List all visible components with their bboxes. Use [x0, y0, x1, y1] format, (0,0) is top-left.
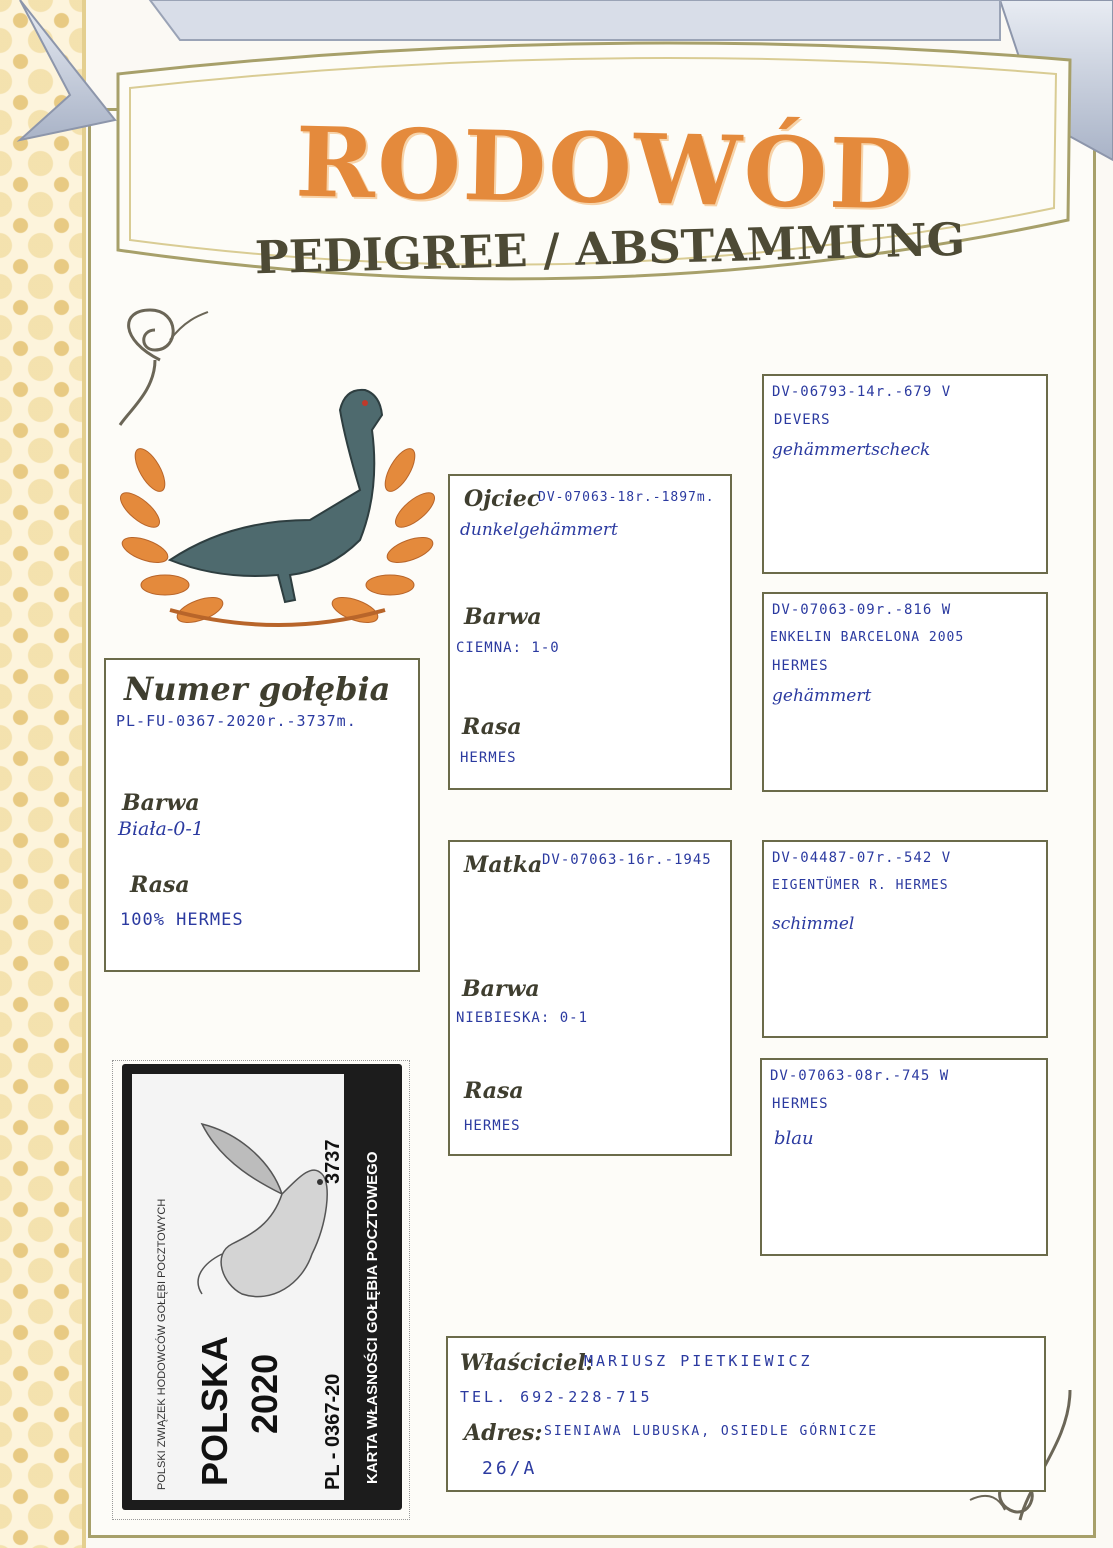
stamp-ring-number: PL - 0367-20 — [322, 1373, 344, 1490]
pigeon-breed-label: Rasa — [130, 872, 190, 898]
father-color-value: CIEMNA: 1-0 — [456, 640, 560, 656]
grandparent-3-color: schimmel — [772, 914, 855, 934]
father-description: dunkelgehämmert — [460, 520, 618, 540]
grandparent-2-color: gehämmert — [772, 686, 872, 706]
father-breed-label: Rasa — [462, 714, 522, 740]
father-color-label: Barwa — [464, 604, 542, 630]
grandparent-1-color: gehämmertscheck — [772, 440, 931, 460]
grandparent-2-name: ENKELIN BARCELONA 2005 — [770, 630, 965, 645]
grandparent-3-ring: DV-04487-07r.-542 V — [772, 850, 952, 866]
mother-label: Matka — [464, 852, 543, 878]
pigeon-number-value: PL-FU-0367-2020r.-3737m. — [116, 712, 357, 730]
grandparent-2-breed: HERMES — [772, 658, 829, 674]
owner-label: Właściciel: — [460, 1350, 594, 1376]
father-label: Ojciec — [464, 486, 541, 512]
grandparent-4-color: blau — [774, 1128, 814, 1149]
mother-box — [448, 840, 732, 1156]
father-breed-value: HERMES — [460, 750, 517, 766]
grandparent-box-3 — [762, 840, 1048, 1038]
stamp-card-title: KARTA WŁASNOŚCI GOŁĘBIA POCZTOWEGO — [364, 1151, 381, 1484]
pigeon-laurel-emblem — [110, 370, 450, 660]
address-line-2: 26/A — [482, 1458, 538, 1479]
pigeon-color-label: Barwa — [122, 790, 200, 816]
stamp-year: 2020 — [244, 1353, 285, 1434]
grandparent-box-2 — [762, 592, 1048, 792]
stamp-serial-number: 3737 — [322, 1139, 344, 1184]
pigeon-info-box — [104, 658, 420, 972]
owner-box — [446, 1336, 1046, 1492]
grandparent-1-name: DEVERS — [774, 412, 831, 428]
mother-color-value: NIEBIESKA: 0-1 — [456, 1010, 589, 1026]
mother-ring: DV-07063-16r.-1945 — [542, 852, 712, 868]
grandparent-3-name: EIGENTÜMER R. HERMES — [772, 878, 949, 893]
stamp-country: POLSKA — [194, 1335, 235, 1486]
owner-name: MARIUSZ PIETKIEWICZ — [584, 1352, 813, 1370]
grandparent-box-4 — [760, 1058, 1048, 1256]
pigeon-number-label: Numer gołębia — [124, 670, 391, 708]
mother-color-label: Barwa — [462, 976, 540, 1002]
grandparent-4-breed: HERMES — [772, 1096, 829, 1112]
address-line-1: SIENIAWA LUBUSKA, OSIEDLE GÓRNICZE — [544, 1424, 879, 1439]
father-box — [448, 474, 732, 790]
grandparent-box-1 — [762, 374, 1048, 574]
mother-breed-value: HERMES — [464, 1118, 521, 1134]
grandparent-1-ring: DV-06793-14r.-679 V — [772, 384, 952, 400]
pigeon-color-value: Biała-0-1 — [118, 818, 204, 840]
address-label: Adres: — [464, 1420, 543, 1446]
stamp-association: POLSKI ZWIĄZEK HODOWCÓW GOŁĘBI POCZTOWYCH — [156, 1198, 168, 1490]
stamp-panel — [132, 1074, 344, 1500]
flying-pigeon-image — [162, 1104, 342, 1334]
page-subtitle: PEDIGREE / ABSTAMMUNG — [254, 212, 966, 285]
pigeon-breed-value: 100% HERMES — [120, 910, 244, 930]
grandparent-2-ring: DV-07063-09r.-816 W — [772, 602, 952, 618]
grandparent-4-ring: DV-07063-08r.-745 W — [770, 1068, 950, 1084]
father-ring: DV-07063-18r.-1897m. — [538, 490, 715, 505]
ownership-card-stamp — [122, 1064, 402, 1510]
mother-breed-label: Rasa — [464, 1078, 524, 1104]
owner-phone: TEL. 692-228-715 — [460, 1388, 653, 1406]
page-title: RODOWÓD — [294, 105, 916, 232]
